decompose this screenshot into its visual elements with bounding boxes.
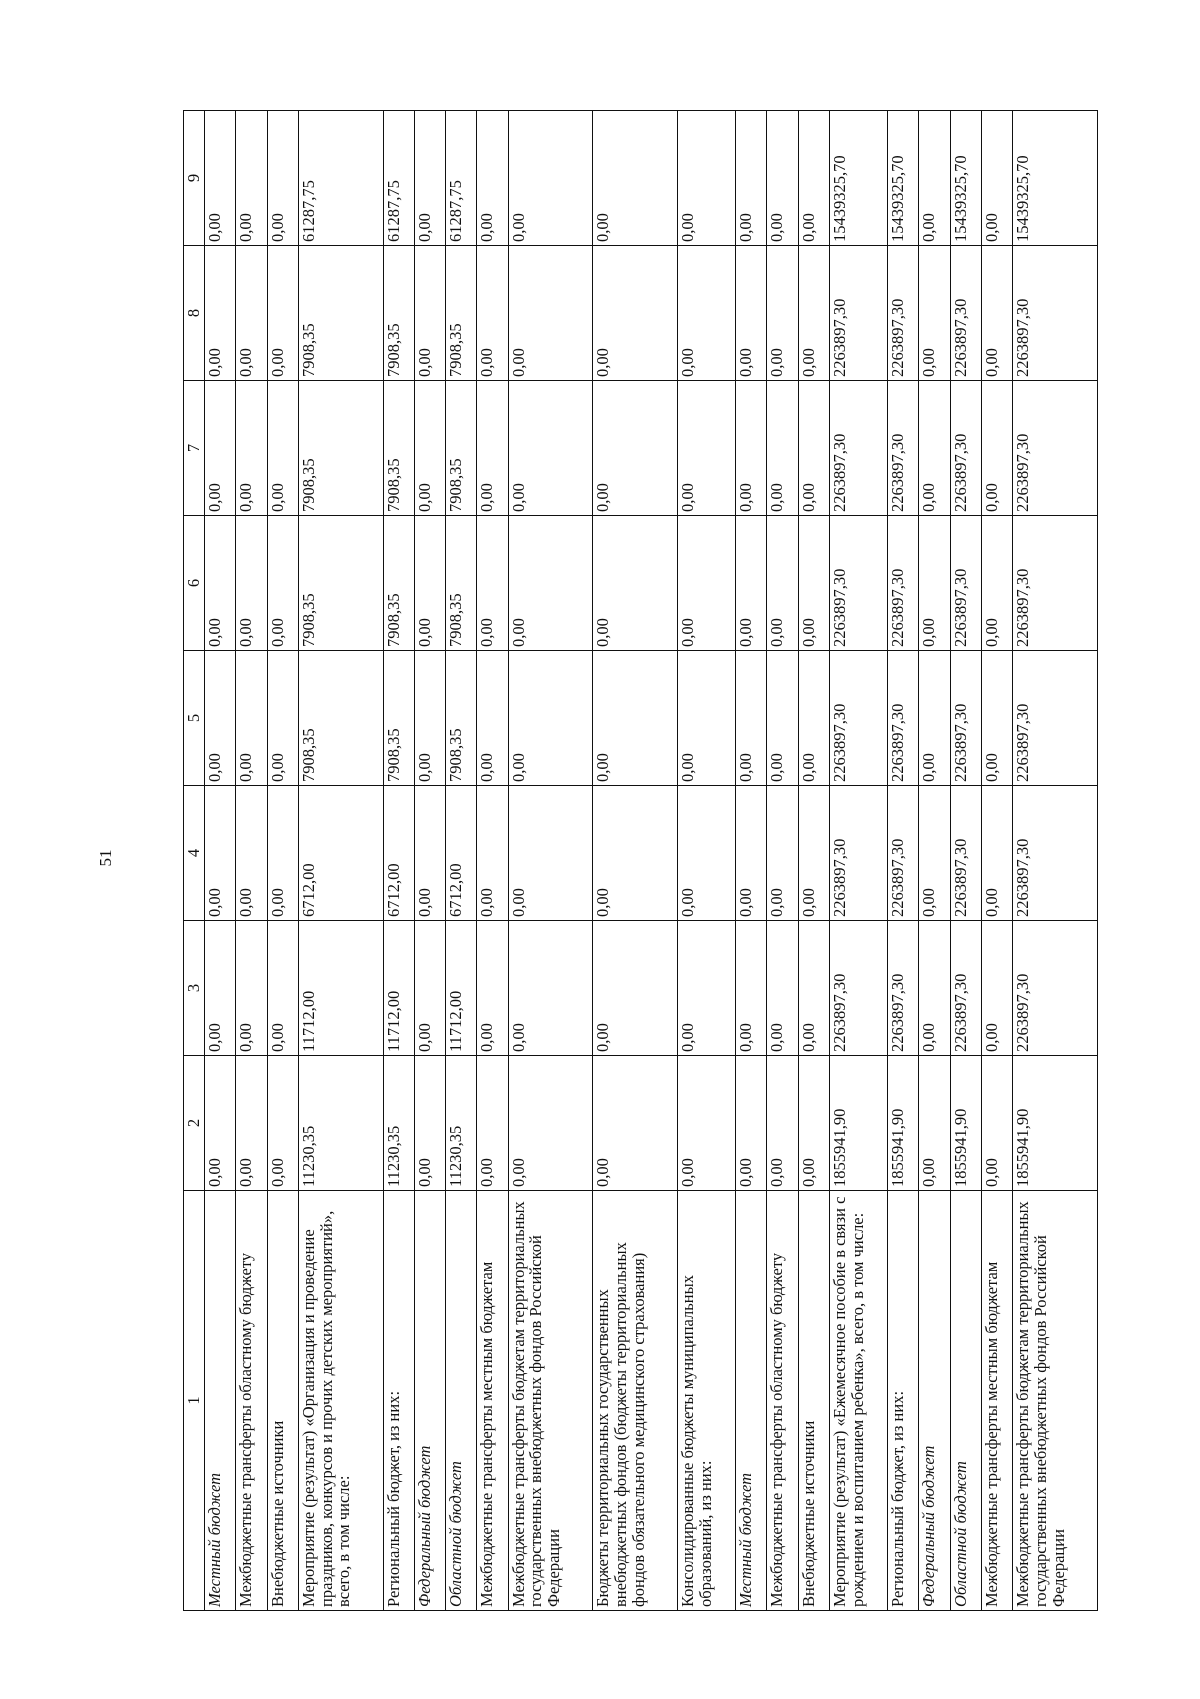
value-cell: 0,00 [236,651,267,786]
row-label-cell: Межбюджетные трансферты местным бюджетам [477,1191,508,1611]
row-label-cell: Консолидированные бюджеты муниципальных образований, из них: [678,1191,736,1611]
value-cell: 7908,35 [298,516,383,651]
table-row [798,111,829,1611]
value-cell: 0,00 [767,516,798,651]
value-cell: 2263897,30 [888,246,919,381]
value-cell: 0,00 [981,786,1012,921]
value-cell: 7908,35 [446,651,477,786]
row-label-cell: Региональный бюджет, из них: [888,1191,919,1611]
header-cell: 1 [184,1191,205,1611]
value-cell: 0,00 [981,516,1012,651]
value-cell: 0,00 [798,786,829,921]
value-cell: 2263897,30 [888,921,919,1056]
value-cell: 2263897,30 [888,786,919,921]
value-cell: 0,00 [736,651,767,786]
value-cell: 0,00 [267,786,298,921]
table-row [593,111,678,1611]
table-row [678,111,736,1611]
value-cell: 11712,00 [298,921,383,1056]
value-cell: 0,00 [508,786,593,921]
value-cell: 0,00 [981,921,1012,1056]
table-row [950,111,981,1611]
value-cell: 7908,35 [446,516,477,651]
value-cell: 0,00 [414,1056,445,1191]
budget-table [183,110,1098,1611]
value-cell: 0,00 [205,111,236,246]
value-cell: 0,00 [414,921,445,1056]
value-cell: 2263897,30 [950,921,981,1056]
value-cell: 0,00 [678,111,736,246]
table-row [236,111,267,1611]
row-label-cell: Межбюджетные трансферты областному бюджету [236,1191,267,1611]
value-cell: 0,00 [919,921,950,1056]
value-cell: 7908,35 [383,381,414,516]
row-label-cell: Федеральный бюджет [919,1191,950,1611]
value-cell: 0,00 [205,246,236,381]
value-cell: 7908,35 [383,246,414,381]
table-header-row [184,111,205,1611]
value-cell: 0,00 [236,1056,267,1191]
table-row [767,111,798,1611]
value-cell: 15439325,70 [830,111,888,246]
value-cell: 2263897,30 [1013,651,1098,786]
header-cell: 6 [184,516,205,651]
value-cell: 0,00 [205,381,236,516]
table-row [298,111,383,1611]
value-cell: 0,00 [205,921,236,1056]
value-cell: 0,00 [593,651,678,786]
value-cell: 0,00 [236,381,267,516]
table-row [508,111,593,1611]
value-cell: 0,00 [919,1056,950,1191]
value-cell: 0,00 [767,651,798,786]
value-cell: 0,00 [414,246,445,381]
value-cell: 2263897,30 [1013,381,1098,516]
value-cell: 0,00 [678,246,736,381]
value-cell: 11712,00 [446,921,477,1056]
value-cell: 7908,35 [446,246,477,381]
value-cell: 0,00 [508,111,593,246]
value-cell: 7908,35 [446,381,477,516]
header-cell: 4 [184,786,205,921]
value-cell: 0,00 [508,651,593,786]
value-cell: 2263897,30 [1013,786,1098,921]
value-cell: 0,00 [267,1056,298,1191]
header-cell: 9 [184,111,205,246]
value-cell: 1855941,90 [888,1056,919,1191]
value-cell: 6712,00 [383,786,414,921]
value-cell: 0,00 [919,111,950,246]
value-cell: 11230,35 [383,1056,414,1191]
value-cell: 0,00 [767,1056,798,1191]
value-cell: 0,00 [593,381,678,516]
value-cell: 0,00 [477,381,508,516]
value-cell: 2263897,30 [830,921,888,1056]
value-cell: 0,00 [205,516,236,651]
value-cell: 0,00 [798,516,829,651]
value-cell: 0,00 [205,786,236,921]
row-label-cell: Федеральный бюджет [414,1191,445,1611]
value-cell: 2263897,30 [1013,921,1098,1056]
value-cell: 0,00 [593,786,678,921]
value-cell: 0,00 [593,246,678,381]
table-row [383,111,414,1611]
value-cell: 0,00 [736,1056,767,1191]
value-cell: 1855941,90 [1013,1056,1098,1191]
value-cell: 0,00 [236,111,267,246]
value-cell: 0,00 [736,111,767,246]
value-cell: 61287,75 [383,111,414,246]
value-cell: 0,00 [593,1056,678,1191]
value-cell: 0,00 [798,246,829,381]
value-cell: 0,00 [414,786,445,921]
value-cell: 0,00 [919,246,950,381]
value-cell: 0,00 [414,111,445,246]
value-cell: 0,00 [508,1056,593,1191]
value-cell: 0,00 [414,381,445,516]
value-cell: 0,00 [798,111,829,246]
value-cell: 0,00 [477,111,508,246]
table-row [888,111,919,1611]
value-cell: 0,00 [477,246,508,381]
value-cell: 0,00 [267,381,298,516]
value-cell: 2263897,30 [830,516,888,651]
value-cell: 7908,35 [383,651,414,786]
value-cell: 61287,75 [298,111,383,246]
header-cell: 3 [184,921,205,1056]
value-cell: 0,00 [477,786,508,921]
value-cell: 0,00 [593,516,678,651]
value-cell: 11230,35 [298,1056,383,1191]
row-label-cell: Межбюджетные трансферты местным бюджетам [981,1191,1012,1611]
header-cell: 5 [184,651,205,786]
value-cell: 0,00 [798,381,829,516]
value-cell: 2263897,30 [1013,516,1098,651]
value-cell: 0,00 [508,516,593,651]
value-cell: 0,00 [477,921,508,1056]
value-cell: 0,00 [508,381,593,516]
value-cell: 0,00 [736,786,767,921]
value-cell: 0,00 [414,651,445,786]
value-cell: 0,00 [678,651,736,786]
value-cell: 0,00 [477,1056,508,1191]
value-cell: 11230,35 [446,1056,477,1191]
value-cell: 1855941,90 [830,1056,888,1191]
value-cell: 0,00 [205,1056,236,1191]
value-cell: 7908,35 [298,381,383,516]
table-row [414,111,445,1611]
value-cell: 0,00 [736,516,767,651]
row-label-cell: Межбюджетные трансферты бюджетам территориальных государственных внебюджетных фондов Российской Федерации [1013,1191,1098,1611]
value-cell: 2263897,30 [888,381,919,516]
row-label-cell: Бюджеты территориальных государственных внебюджетных фондов (бюджеты территориальных фондов обязательного медицинского страхования) [593,1191,678,1611]
value-cell: 0,00 [678,381,736,516]
value-cell: 0,00 [267,651,298,786]
value-cell: 0,00 [798,1056,829,1191]
table-row [736,111,767,1611]
value-cell: 0,00 [205,651,236,786]
value-cell: 0,00 [767,786,798,921]
value-cell: 15439325,70 [950,111,981,246]
row-label-cell: Внебюджетные источники [798,1191,829,1611]
header-cell: 7 [184,381,205,516]
row-label-cell: Внебюджетные источники [267,1191,298,1611]
value-cell: 2263897,30 [830,246,888,381]
value-cell: 6712,00 [446,786,477,921]
row-label-cell: Областной бюджет [446,1191,477,1611]
value-cell: 0,00 [767,111,798,246]
table-row [446,111,477,1611]
value-cell: 15439325,70 [888,111,919,246]
value-cell: 7908,35 [383,516,414,651]
value-cell: 0,00 [267,111,298,246]
table-row [205,111,236,1611]
value-cell: 0,00 [798,921,829,1056]
table-row [477,111,508,1611]
value-cell: 0,00 [736,381,767,516]
value-cell: 0,00 [236,786,267,921]
value-cell: 0,00 [678,1056,736,1191]
value-cell: 2263897,30 [1013,246,1098,381]
value-cell: 0,00 [267,516,298,651]
row-label-cell: Местный бюджет [736,1191,767,1611]
value-cell: 0,00 [678,516,736,651]
value-cell: 2263897,30 [950,786,981,921]
value-cell: 0,00 [767,246,798,381]
value-cell: 0,00 [798,651,829,786]
value-cell: 0,00 [981,1056,1012,1191]
value-cell: 0,00 [678,786,736,921]
value-cell: 0,00 [981,651,1012,786]
rotated-table-container [183,111,1098,1611]
value-cell: 2263897,30 [950,516,981,651]
value-cell: 0,00 [236,246,267,381]
value-cell: 0,00 [767,921,798,1056]
value-cell: 0,00 [678,921,736,1056]
value-cell: 0,00 [736,246,767,381]
value-cell: 0,00 [767,381,798,516]
header-cell: 2 [184,1056,205,1191]
table-body [205,111,1098,1611]
value-cell: 2263897,30 [888,651,919,786]
value-cell: 7908,35 [298,246,383,381]
value-cell: 0,00 [593,111,678,246]
table-row [267,111,298,1611]
value-cell: 15439325,70 [1013,111,1098,246]
row-label-cell: Мероприятие (результат) «Ежемесячное пособие в связи с рождением и воспитанием ребенка», всего, в том числе: [830,1191,888,1611]
page-number: 51 [96,849,115,867]
value-cell: 2263897,30 [888,516,919,651]
value-cell: 6712,00 [298,786,383,921]
value-cell: 0,00 [508,921,593,1056]
header-cell: 8 [184,246,205,381]
value-cell: 0,00 [236,921,267,1056]
value-cell: 0,00 [593,921,678,1056]
value-cell: 0,00 [919,381,950,516]
table-row [919,111,950,1611]
value-cell: 0,00 [477,516,508,651]
value-cell: 0,00 [919,516,950,651]
value-cell: 7908,35 [298,651,383,786]
value-cell: 2263897,30 [950,651,981,786]
value-cell: 0,00 [981,381,1012,516]
row-label-cell: Региональный бюджет, из них: [383,1191,414,1611]
row-label-cell: Местный бюджет [205,1191,236,1611]
value-cell: 0,00 [919,651,950,786]
value-cell: 0,00 [508,246,593,381]
row-label-cell: Мероприятие (результат) «Организация и проведение праздников, конкурсов и прочих детских мероприятий», всего, в том числе: [298,1191,383,1611]
value-cell: 0,00 [236,516,267,651]
value-cell: 0,00 [981,111,1012,246]
table-row [1013,111,1098,1611]
value-cell: 2263897,30 [950,246,981,381]
value-cell: 2263897,30 [830,381,888,516]
row-label-cell: Межбюджетные трансферты бюджетам территориальных государственных внебюджетных фондов Российской Федерации [508,1191,593,1611]
value-cell: 0,00 [267,921,298,1056]
value-cell: 2263897,30 [950,381,981,516]
value-cell: 61287,75 [446,111,477,246]
row-label-cell: Областной бюджет [950,1191,981,1611]
value-cell: 0,00 [414,516,445,651]
value-cell: 2263897,30 [830,786,888,921]
value-cell: 1855941,90 [950,1056,981,1191]
value-cell: 0,00 [981,246,1012,381]
value-cell: 11712,00 [383,921,414,1056]
table-row [981,111,1012,1611]
value-cell: 0,00 [736,921,767,1056]
value-cell: 0,00 [477,651,508,786]
value-cell: 2263897,30 [830,651,888,786]
table-row [830,111,888,1611]
value-cell: 0,00 [267,246,298,381]
row-label-cell: Межбюджетные трансферты областному бюджету [767,1191,798,1611]
value-cell: 0,00 [919,786,950,921]
